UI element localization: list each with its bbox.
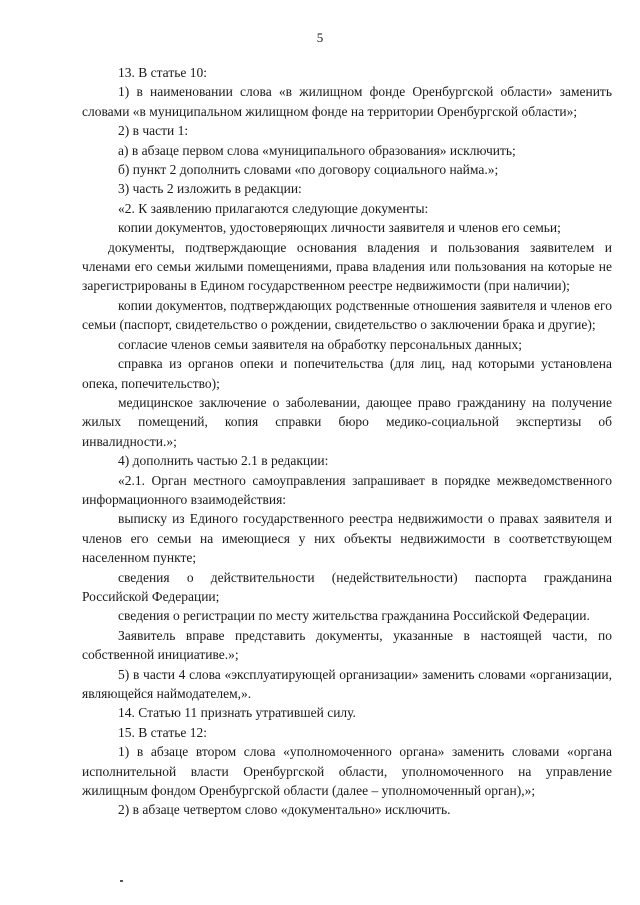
paragraph: 2) в абзаце четвертом слово «документально» исключить. — [118, 802, 451, 818]
page-number: 5 — [316, 30, 324, 45]
paragraph: а) в абзаце первом слова «муниципального образования» исключить; — [118, 142, 516, 158]
paragraph: сведения о действительности (недействительности) паспорта гражданина Российской Федерации; — [82, 569, 612, 604]
paragraph: б) пункт 2 дополнить словами «по договору социального найма.»; — [118, 162, 499, 178]
paragraph: 3) часть 2 изложить в редакции: — [118, 181, 302, 197]
paragraph: копии документов, подтверждающих родственные отношения заявителя и членов его семьи (паспорт, свидетельство о рождении, свидетельство о заключении брака и другие); — [82, 297, 612, 333]
paragraph: 1) в наименовании слова «в жилищном фонде Оренбургской области» заменить словами «в муниципальном жилищном фонде на территории Оренбургской области»; — [82, 84, 612, 119]
paragraph: «2. К заявлению прилагаются следующие документы: — [118, 200, 429, 216]
paragraph: копии документов, удостоверяющих личности заявителя и членов его семьи; — [118, 220, 561, 236]
paragraph: 15. В статье 12: — [118, 724, 208, 740]
paragraph: «2.1. Орган местного самоуправления запрашивает в порядке межведомственного информационного взаимодействия: — [82, 472, 612, 507]
scan-speck — [120, 880, 123, 882]
paragraph: выписку из Единого государственного реестра недвижимости о правах заявителя и членов его семьи на имеющиеся у них объекты недвижимости в соответствующем населенном пункте; — [82, 511, 612, 566]
paragraph: сведения о регистрации по месту жительства гражданина Российской Федерации. — [118, 608, 590, 624]
paragraph: 2) в части 1: — [118, 123, 189, 139]
document-body — [82, 63, 612, 820]
paragraph: 13. В статье 10: — [118, 65, 208, 80]
paragraph: Заявитель вправе представить документы, указанные в настоящей части, по собственной инициативе.»; — [82, 627, 612, 663]
paragraph: 5) в части 4 слова «эксплуатирующей организации» заменить словами «организации, являющейся наймодателем,». — [82, 666, 612, 701]
paragraph: документы, подтверждающие основания владения и пользования заявителем и членами его семьи жилыми помещениями, права владения или пользования на которые не зарегистрированы в Едином государственном реестре недвижимости (при наличии); — [82, 239, 612, 294]
paragraph: 1) в абзаце втором слова «уполномоченного органа» заменить словами «органа исполнительной власти Оренбургской области, уполномоченного на управление жилищным фондом Оренбургской области (далее – уполномоченный орган),»; — [82, 744, 612, 799]
paragraph: медицинское заключение о заболевании, дающее право гражданину на получение жилых помещений, копия справки бюро медико-социальной экспертизы об инвалидности.»; — [82, 394, 612, 449]
paragraph: согласие членов семьи заявителя на обработку персональных данных; — [118, 336, 522, 352]
paragraph: справка из органов опеки и попечительства (для лиц, над которыми установлена опека, попечительство); — [82, 356, 612, 391]
paragraph: 4) дополнить частью 2.1 в редакции: — [118, 453, 329, 469]
paragraph: 14. Статью 11 признать утратившей силу. — [118, 705, 356, 721]
